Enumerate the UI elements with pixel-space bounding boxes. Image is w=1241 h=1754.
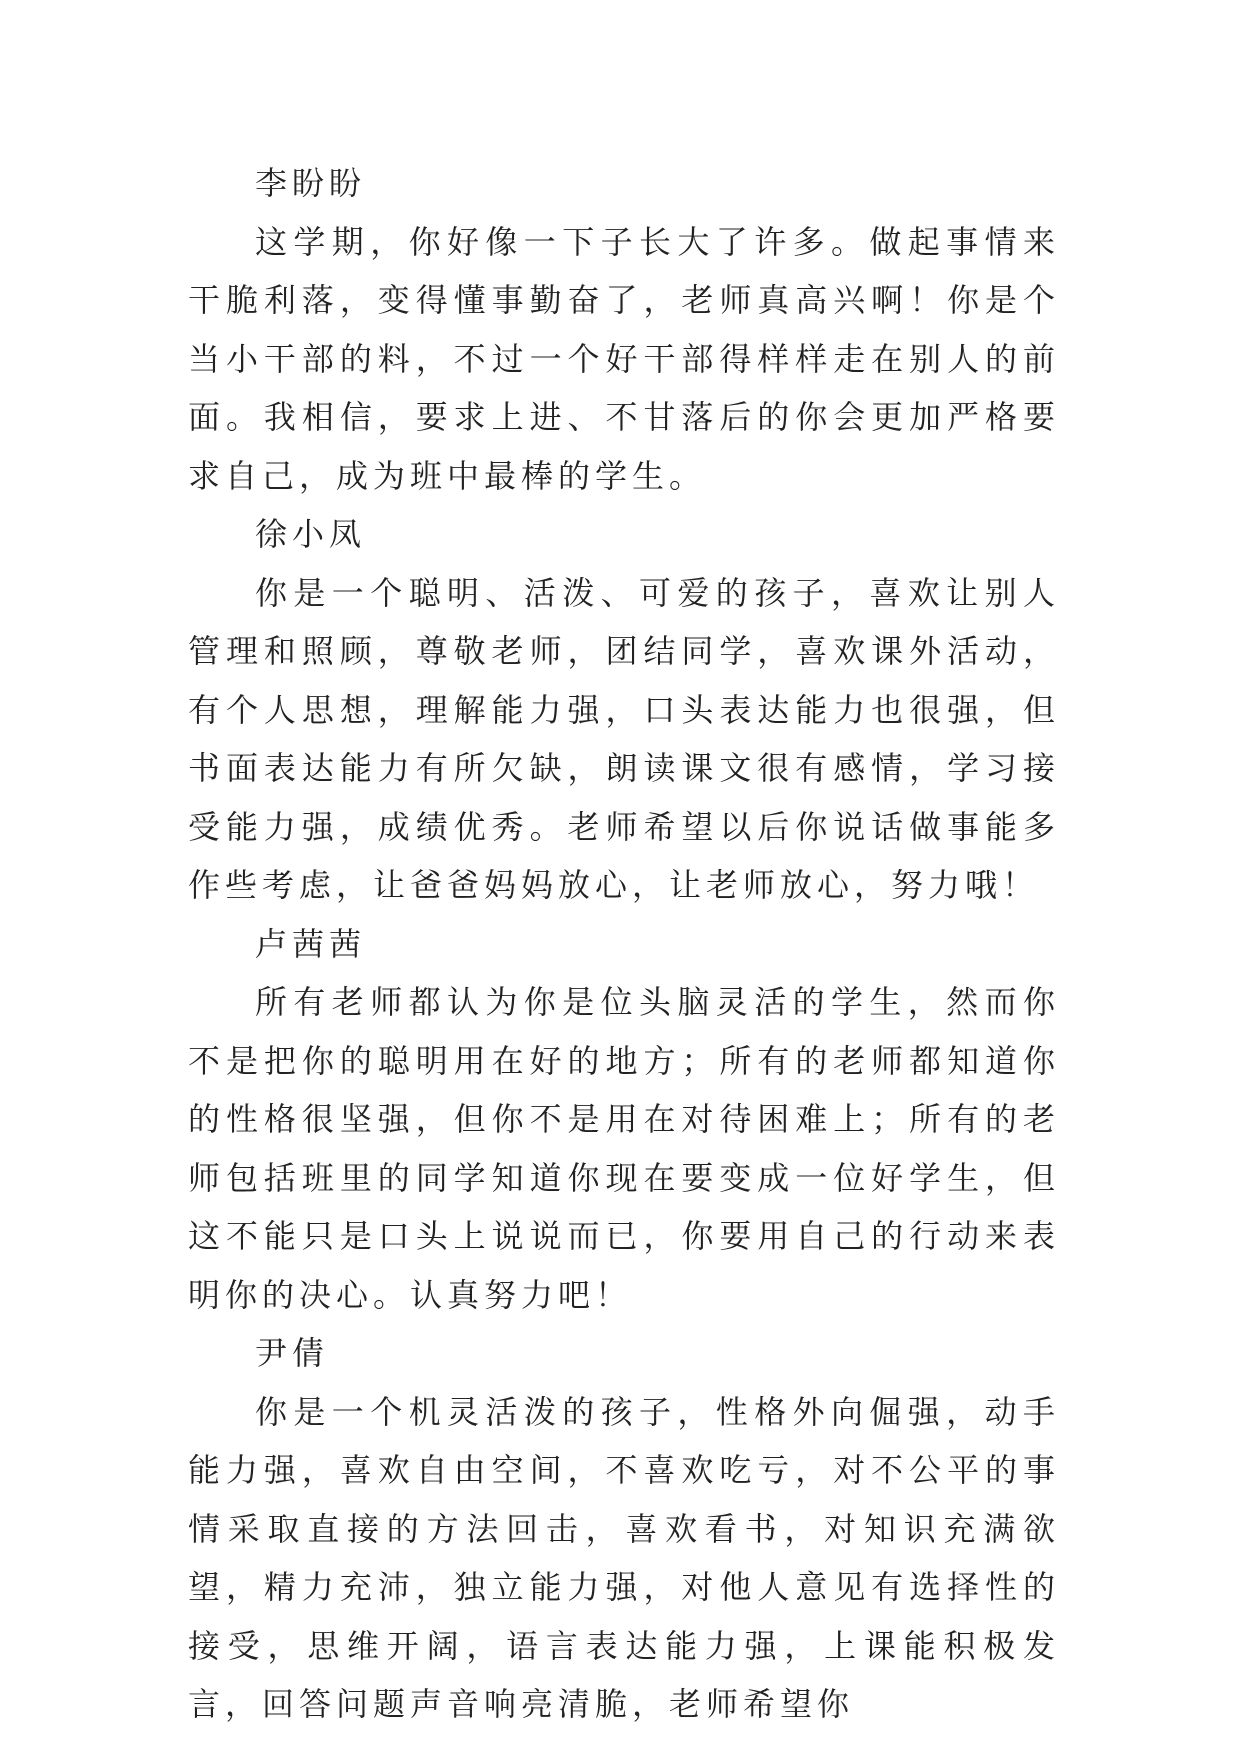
student-comment: 所有老师都认为你是位头脑灵活的学生，然而你不是把你的聪明用在好的地方；所有的老师都知道你的性格很坚强，但你不是用在对待困难上；所有的老师包括班里的同学知道你现在要变成一位好学生，但这不能只是口头上说说而已，你要用自己的行动来表明你的决心。认真努力吧！ [188,983,1060,1314]
student-name: 卢茜茜 [255,924,367,963]
student-comment: 你是一个机灵活泼的孩子，性格外向倔强，动手能力强，喜欢自由空间，不喜欢吃亏，对不公平的事情采取直接的方法回击，喜欢看书，对知识充满欲望，精力充沛，独立能力强，对他人意见有选择性的接受，思维开阔，语言表达能力强，上课能积极发言，回答问题声音响亮清脆，老师希望你 [188,1392,1060,1723]
student-comment: 你是一个聪明、活泼、可爱的孩子，喜欢让别人管理和照顾，尊敬老师，团结同学，喜欢课外活动，有个人思想，理解能力强，口头表达能力也很强，但书面表达能力有所欠缺，朗读课文很有感情，学习接受能力强，成绩优秀。老师希望以后你说话做事能多作些考虑，让爸爸妈妈放心，让老师放心，努力哦！ [188,573,1060,904]
student-name: 李盼盼 [255,164,367,202]
document-body [188,154,1060,1734]
student-name: 徐小凤 [255,515,367,553]
student-comment: 这学期，你好像一下子长大了许多。做起事情来干脆利落，变得懂事勤奋了，老师真高兴啊！你是个当小干部的料，不过一个好干部得样样走在别人的前面。我相信，要求上进、不甘落后的你会更加严格要求自己，成为班中最棒的学生。 [188,222,1060,495]
student-name: 尹倩 [255,1334,330,1372]
